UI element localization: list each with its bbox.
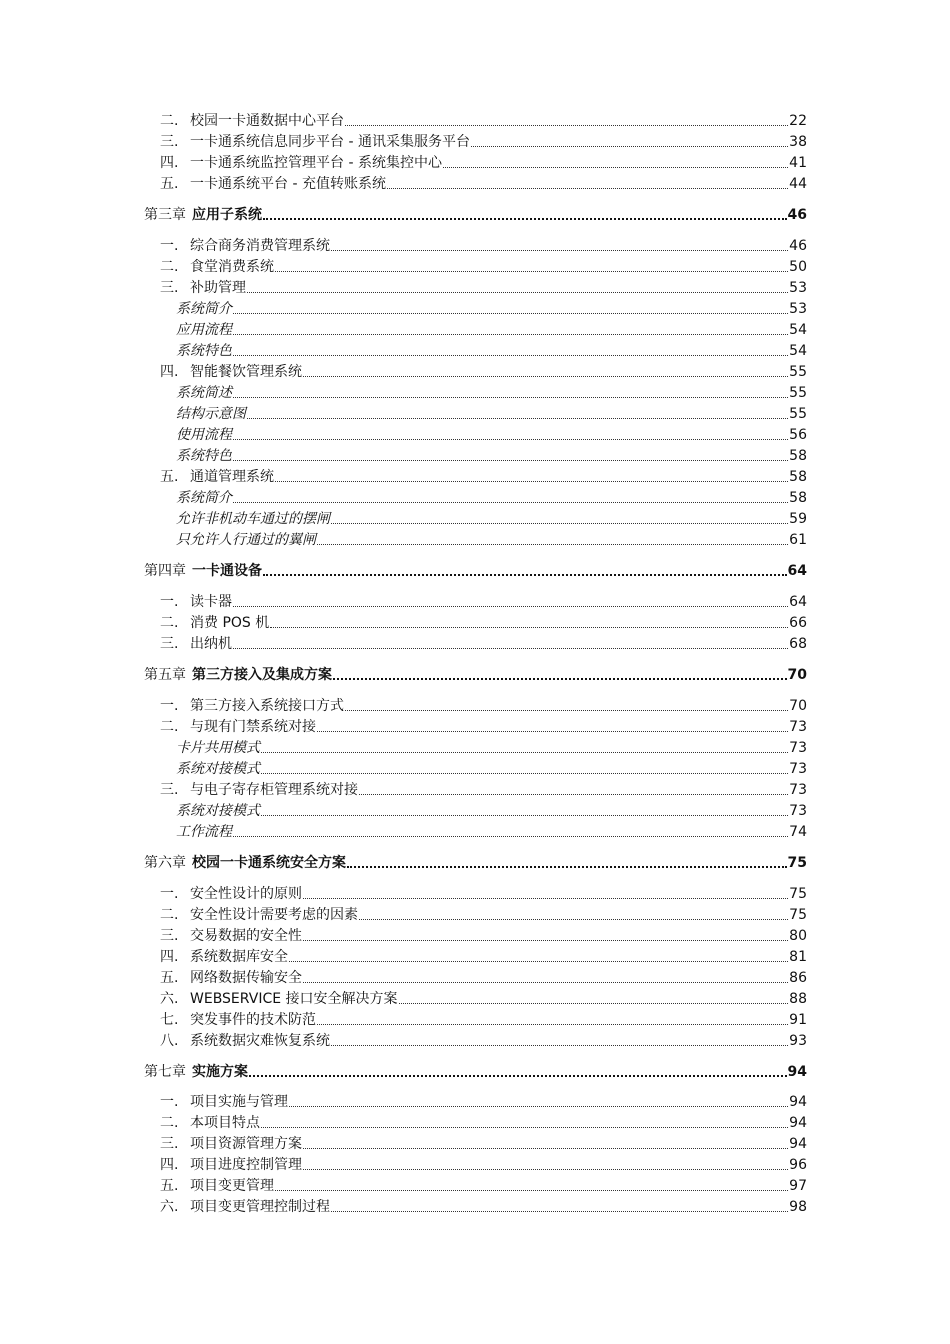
toc-dot-leader — [233, 502, 788, 503]
toc-page-number: 98 — [789, 1199, 807, 1215]
toc-dot-leader — [345, 125, 788, 126]
toc-entry-title: 系统数据灾难恢复系统 — [190, 1033, 330, 1049]
toc-section-entry[interactable] — [0, 173, 950, 193]
toc-entry-title: 系统简介 — [176, 301, 232, 317]
toc-dot-leader — [233, 355, 788, 356]
toc-dot-leader — [261, 815, 788, 816]
toc-section-entry[interactable] — [0, 883, 950, 903]
toc-entry-title: 结构示意图 — [176, 406, 246, 422]
toc-entry-title: 一卡通设备 — [192, 563, 262, 579]
toc-page-number: 96 — [789, 1157, 807, 1173]
toc-section-entry[interactable] — [0, 612, 950, 632]
toc-dot-leader — [347, 866, 787, 868]
toc-dot-leader — [359, 919, 788, 920]
toc-section-number: 三. — [160, 1136, 179, 1152]
toc-section-number: 二. — [160, 615, 179, 631]
toc-entry-title: 只允许人行通过的翼闸 — [176, 532, 316, 548]
toc-dot-leader — [289, 1106, 788, 1107]
toc-section-number: 三. — [160, 636, 179, 652]
toc-chapter-number: 第七章 — [144, 1064, 186, 1080]
toc-dot-leader — [303, 982, 788, 983]
toc-subsection-entry[interactable] — [0, 445, 950, 465]
toc-page-number: 50 — [789, 259, 807, 275]
toc-subsection-entry[interactable] — [0, 821, 950, 841]
toc-entry-title: 智能餐饮管理系统 — [190, 364, 302, 380]
toc-page-number: 94 — [789, 1136, 807, 1152]
toc-section-entry[interactable] — [0, 277, 950, 297]
toc-section-number: 五. — [160, 970, 179, 986]
toc-entry-title: 出纳机 — [190, 636, 232, 652]
toc-dot-leader — [387, 188, 788, 189]
toc-page-number: 73 — [789, 740, 807, 756]
toc-dot-leader — [317, 1024, 788, 1025]
toc-section-entry[interactable] — [0, 779, 950, 799]
toc-section-entry[interactable] — [0, 591, 950, 611]
toc-page-number: 73 — [789, 761, 807, 777]
toc-entry-title: WEBSERVICE 接口安全解决方案 — [190, 991, 398, 1007]
toc-entry-title: 允许非机动车通过的摆闸 — [176, 511, 330, 527]
toc-dot-leader — [263, 574, 787, 576]
toc-dot-leader — [359, 794, 788, 795]
toc-entry-title: 项目进度控制管理 — [190, 1157, 302, 1173]
toc-dot-leader — [233, 648, 788, 649]
toc-page-number: 70 — [789, 698, 807, 714]
toc-section-entry[interactable] — [0, 904, 950, 924]
toc-page-number: 81 — [789, 949, 807, 965]
toc-chapter-entry[interactable] — [0, 1061, 950, 1081]
toc-entry-title: 实施方案 — [192, 1064, 248, 1080]
toc-entry-title: 本项目特点 — [190, 1115, 260, 1131]
toc-dot-leader — [233, 439, 788, 440]
toc-dot-leader — [261, 752, 788, 753]
toc-section-number: 三. — [160, 928, 179, 944]
toc-section-entry[interactable] — [0, 1154, 950, 1174]
toc-page-number: 75 — [789, 886, 807, 902]
toc-dot-leader — [249, 1075, 787, 1077]
toc-section-number: 二. — [160, 113, 179, 129]
toc-dot-leader — [331, 250, 788, 251]
toc-section-entry[interactable] — [0, 256, 950, 276]
toc-page-number: 44 — [789, 176, 807, 192]
toc-dot-leader — [263, 218, 787, 220]
toc-page-number: 54 — [789, 343, 807, 359]
toc-chapter-entry[interactable] — [0, 204, 950, 224]
toc-page-number: 94 — [789, 1094, 807, 1110]
toc-section-entry[interactable] — [0, 1030, 950, 1050]
toc-subsection-entry[interactable] — [0, 403, 950, 423]
toc-page-number: 22 — [789, 113, 807, 129]
toc-page-number: 56 — [789, 427, 807, 443]
toc-page-number: 86 — [789, 970, 807, 986]
toc-entry-title: 系统对接模式 — [176, 761, 260, 777]
toc-dot-leader — [270, 627, 788, 628]
toc-entry-title: 应用子系统 — [192, 207, 262, 223]
toc-dot-leader — [261, 773, 788, 774]
toc-section-number: 一. — [160, 698, 179, 714]
toc-entry-title: 项目实施与管理 — [190, 1094, 288, 1110]
toc-dot-leader — [247, 418, 788, 419]
toc-entry-title: 一卡通系统平台 - 充值转账系统 — [190, 176, 386, 192]
toc-dot-leader — [317, 544, 788, 545]
toc-page-number: 88 — [789, 991, 807, 1007]
toc-dot-leader — [233, 460, 788, 461]
toc-section-entry[interactable] — [0, 235, 950, 255]
toc-page-number: 75 — [789, 907, 807, 923]
toc-page-number: 61 — [789, 532, 807, 548]
toc-section-entry[interactable] — [0, 152, 950, 172]
toc-section-entry[interactable] — [0, 1009, 950, 1029]
toc-dot-leader — [333, 678, 787, 680]
toc-dot-leader — [303, 940, 788, 941]
toc-entry-title: 项目变更管理控制过程 — [190, 1199, 330, 1215]
toc-page-number: 58 — [789, 469, 807, 485]
toc-page-number: 75 — [787, 855, 807, 871]
toc-section-entry[interactable] — [0, 110, 950, 130]
toc-chapter-number: 第六章 — [144, 855, 186, 871]
toc-entry-title: 项目资源管理方案 — [190, 1136, 302, 1152]
toc-page-number: 80 — [789, 928, 807, 944]
toc-entry-title: 网络数据传输安全 — [190, 970, 302, 986]
toc-dot-leader — [233, 606, 788, 607]
toc-subsection-entry[interactable] — [0, 319, 950, 339]
toc-page-number: 55 — [789, 364, 807, 380]
toc-page-number: 64 — [787, 563, 807, 579]
toc-section-number: 三. — [160, 782, 179, 798]
toc-entry-title: 一卡通系统监控管理平台 - 系统集控中心 — [190, 155, 442, 171]
toc-chapter-entry[interactable] — [0, 664, 950, 684]
toc-entry-title: 系统数据库安全 — [190, 949, 288, 965]
toc-dot-leader — [303, 898, 788, 899]
toc-section-number: 三. — [160, 134, 179, 150]
toc-entry-title: 通道管理系统 — [190, 469, 274, 485]
toc-section-entry[interactable] — [0, 967, 950, 987]
toc-page-number: 41 — [789, 155, 807, 171]
toc-entry-title: 消费 POS 机 — [190, 615, 270, 631]
toc-section-entry[interactable] — [0, 131, 950, 151]
toc-entry-title: 使用流程 — [176, 427, 232, 443]
toc-page-number: 73 — [789, 719, 807, 735]
toc-page-number: 94 — [787, 1064, 807, 1080]
toc-section-number: 一. — [160, 1094, 179, 1110]
toc-page-number: 59 — [789, 511, 807, 527]
toc-dot-leader — [317, 731, 788, 732]
toc-dot-leader — [275, 481, 788, 482]
toc-page-number: 58 — [789, 448, 807, 464]
toc-chapter-number: 第五章 — [144, 667, 186, 683]
toc-entry-title: 食堂消费系统 — [190, 259, 274, 275]
toc-dot-leader — [303, 1169, 788, 1170]
toc-section-number: 二. — [160, 907, 179, 923]
toc-section-number: 三. — [160, 280, 179, 296]
toc-section-entry[interactable] — [0, 716, 950, 736]
toc-subsection-entry[interactable] — [0, 800, 950, 820]
toc-dot-leader — [303, 376, 788, 377]
toc-page-number: 38 — [789, 134, 807, 150]
toc-page-number: 73 — [789, 782, 807, 798]
toc-subsection-entry[interactable] — [0, 737, 950, 757]
toc-dot-leader — [261, 1127, 788, 1128]
toc-entry-title: 系统特色 — [176, 448, 232, 464]
toc-entry-title: 卡片共用模式 — [176, 740, 260, 756]
toc-section-number: 一. — [160, 238, 179, 254]
toc-dot-leader — [275, 1190, 788, 1191]
toc-section-number: 五. — [160, 469, 179, 485]
toc-subsection-entry[interactable] — [0, 382, 950, 402]
toc-entry-title: 系统特色 — [176, 343, 232, 359]
toc-section-entry[interactable] — [0, 1133, 950, 1153]
toc-section-entry[interactable] — [0, 361, 950, 381]
toc-section-number: 八. — [160, 1033, 179, 1049]
toc-entry-title: 校园一卡通系统安全方案 — [192, 855, 346, 871]
toc-section-entry[interactable] — [0, 1112, 950, 1132]
toc-section-entry[interactable] — [0, 466, 950, 486]
toc-section-entry[interactable] — [0, 946, 950, 966]
toc-section-number: 四. — [160, 364, 179, 380]
toc-dot-leader — [331, 1045, 788, 1046]
toc-dot-leader — [443, 167, 788, 168]
toc-entry-title: 一卡通系统信息同步平台 - 通讯采集服务平台 — [190, 134, 470, 150]
toc-entry-title: 系统对接模式 — [176, 803, 260, 819]
toc-section-number: 二. — [160, 1115, 179, 1131]
toc-section-entry[interactable] — [0, 925, 950, 945]
toc-page-number: 53 — [789, 301, 807, 317]
toc-entry-title: 与现有门禁系统对接 — [190, 719, 316, 735]
toc-entry-title: 安全性设计的原则 — [190, 886, 302, 902]
toc-dot-leader — [399, 1003, 789, 1004]
toc-section-entry[interactable] — [0, 1175, 950, 1195]
toc-page-number: 73 — [789, 803, 807, 819]
toc-page-number: 91 — [789, 1012, 807, 1028]
toc-dot-leader — [331, 1211, 788, 1212]
toc-section-number: 七. — [160, 1012, 179, 1028]
toc-section-entry[interactable] — [0, 695, 950, 715]
toc-chapter-number: 第三章 — [144, 207, 186, 223]
toc-entry-title: 工作流程 — [176, 824, 232, 840]
toc-entry-title: 应用流程 — [176, 322, 232, 338]
toc-entry-title: 突发事件的技术防范 — [190, 1012, 316, 1028]
toc-dot-leader — [233, 334, 788, 335]
toc-chapter-entry[interactable] — [0, 560, 950, 580]
toc-page-number: 55 — [789, 385, 807, 401]
toc-dot-leader — [275, 271, 788, 272]
toc-chapter-entry[interactable] — [0, 852, 950, 872]
toc-entry-title: 项目变更管理 — [190, 1178, 274, 1194]
toc-entry-title: 第三方接入系统接口方式 — [190, 698, 344, 714]
toc-section-number: 四. — [160, 155, 179, 171]
toc-dot-leader — [331, 523, 788, 524]
toc-entry-title: 与电子寄存柜管理系统对接 — [190, 782, 358, 798]
toc-section-entry[interactable] — [0, 1196, 950, 1216]
toc-entry-title: 综合商务消费管理系统 — [190, 238, 330, 254]
toc-subsection-entry[interactable] — [0, 424, 950, 444]
toc-section-number: 四. — [160, 1157, 179, 1173]
toc-entry-title: 校园一卡通数据中心平台 — [190, 113, 344, 129]
toc-section-number: 二. — [160, 719, 179, 735]
toc-entry-title: 补助管理 — [190, 280, 246, 296]
toc-entry-title: 安全性设计需要考虑的因素 — [190, 907, 358, 923]
toc-page-number: 54 — [789, 322, 807, 338]
toc-dot-leader — [233, 836, 788, 837]
toc-section-entry[interactable] — [0, 988, 950, 1008]
toc-dot-leader — [233, 397, 788, 398]
toc-subsection-entry[interactable] — [0, 758, 950, 778]
toc-section-entry[interactable] — [0, 1091, 950, 1111]
toc-section-number: 五. — [160, 1178, 179, 1194]
toc-page-number: 94 — [789, 1115, 807, 1131]
toc-subsection-entry[interactable] — [0, 298, 950, 318]
toc-page-number: 55 — [789, 406, 807, 422]
toc-subsection-entry[interactable] — [0, 487, 950, 507]
toc-section-number: 六. — [160, 1199, 179, 1215]
toc-entry-title: 系统简介 — [176, 490, 232, 506]
toc-section-number: 一. — [160, 886, 179, 902]
toc-section-number: 四. — [160, 949, 179, 965]
toc-section-number: 五. — [160, 176, 179, 192]
toc-page-number: 46 — [789, 238, 807, 254]
toc-subsection-entry[interactable] — [0, 508, 950, 528]
toc-page-number: 97 — [789, 1178, 807, 1194]
toc-section-number: 二. — [160, 259, 179, 275]
toc-subsection-entry[interactable] — [0, 529, 950, 549]
toc-entry-title: 读卡器 — [190, 594, 232, 610]
toc-section-number: 一. — [160, 594, 179, 610]
toc-dot-leader — [247, 292, 788, 293]
toc-section-entry[interactable] — [0, 633, 950, 653]
toc-page-number: 64 — [789, 594, 807, 610]
toc-chapter-number: 第四章 — [144, 563, 186, 579]
toc-entry-title: 系统简述 — [176, 385, 232, 401]
toc-entry-title: 第三方接入及集成方案 — [192, 667, 332, 683]
toc-page-number: 53 — [789, 280, 807, 296]
toc-page-number: 66 — [789, 615, 807, 631]
toc-page-number: 70 — [787, 667, 807, 683]
toc-dot-leader — [471, 146, 788, 147]
toc-dot-leader — [345, 710, 788, 711]
toc-section-number: 六. — [160, 991, 179, 1007]
toc-entry-title: 交易数据的安全性 — [190, 928, 302, 944]
toc-subsection-entry[interactable] — [0, 340, 950, 360]
toc-page-number: 58 — [789, 490, 807, 506]
toc-dot-leader — [289, 961, 788, 962]
toc-page-number: 68 — [789, 636, 807, 652]
toc-page-number: 46 — [787, 207, 807, 223]
toc-dot-leader — [233, 313, 788, 314]
toc-dot-leader — [303, 1148, 788, 1149]
toc-page-number: 93 — [789, 1033, 807, 1049]
toc-page-number: 74 — [789, 824, 807, 840]
